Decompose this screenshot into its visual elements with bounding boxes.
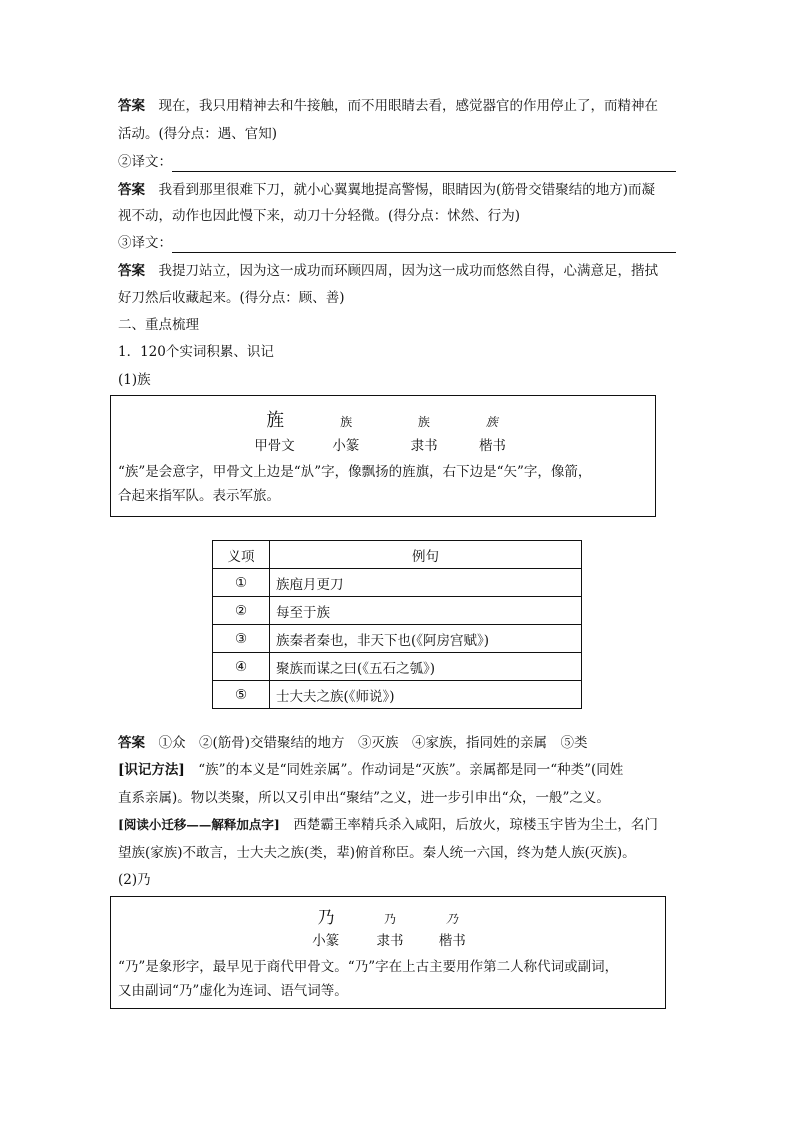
reading-transfer: [阅读小迁移——解释加点字] 西楚霸王率精兵杀入咸阳，后放火，琼楼玉宇皆为尘土，名门	[118, 817, 658, 833]
reading-transfer-line-2: 望族(家族)不敢言，士大夫之族(类，辈)俯首称臣。秦人统一六国，终为楚人族(灭族)。	[118, 845, 636, 861]
table-header-row	[213, 541, 582, 569]
regular-glyph: 乃	[445, 912, 458, 926]
glyph-label: 楷书	[478, 438, 506, 454]
glyph-label: 隶书	[410, 438, 438, 454]
section-title: 二、重点梳理	[118, 317, 199, 333]
table-row: ④ 聚族而谋之曰(《五石之瓠》)	[213, 653, 582, 681]
glyph-description: “族”是会意字，甲骨文上边是“㫃”字，像飘扬的旌旗，右下边是“矢”字，像箭， 合起来指军队。表示军旅。	[118, 464, 592, 504]
clerical-glyph: 族	[417, 415, 430, 429]
glyph-box-nai	[110, 896, 666, 1009]
memory-method: [识记方法] “族”的本义是“同姓亲属”。作动词是“灭族”。亲属都是同一“种类”(同姓	[118, 762, 624, 778]
glyph-label: 隶书	[376, 933, 404, 949]
item1-answer: 答案 ①众 ②(筋骨)交错聚结的地方 ③灭族 ④家族，指同姓的亲属 ⑤类	[118, 735, 588, 751]
answer-3-line-2: 好刀然后收藏起来。(得分点：顾、善)	[118, 290, 345, 306]
answer-1-line-2: 活动。(得分点：遇、官知)	[118, 126, 278, 142]
column-header: 例句	[270, 541, 582, 569]
translation-prompt-3: ③译文：	[118, 233, 680, 253]
glyph-images	[111, 903, 665, 928]
answer-2-line-1: 答案 我看到那里很难下刀，就小心翼翼地提高警惕，眼睛因为(筋骨交错聚结的地方)而凝	[118, 182, 656, 198]
answer-3-line-1: 答案 我提刀站立，因为这一成功而环顾四周，因为这一成功而悠然自得，心满意足，揩拭	[118, 263, 658, 279]
answer-1-line-1: 答案 现在，我只用精神去和牛接触，而不用眼睛去看，感觉器官的作用停止了，而精神在	[118, 98, 658, 114]
glyph-box-zu	[110, 395, 656, 517]
blank-line[interactable]	[172, 238, 676, 253]
table-row: ③ 族秦者秦也，非天下也(《阿房宫赋》)	[213, 625, 582, 653]
subsection-title: 1．120个实词积累、识记	[118, 344, 274, 360]
blank-line[interactable]	[172, 157, 676, 172]
oracle-glyph: 旌	[266, 410, 285, 431]
regular-glyph: 族	[485, 415, 498, 429]
table-row: ⑤ 士大夫之族(《师说》)	[213, 681, 582, 709]
item-heading-zu: (1)族	[118, 372, 151, 388]
glyph-label: 小篆	[332, 438, 360, 454]
translation-prompt-2: ②译文：	[118, 152, 680, 172]
meanings-table	[212, 540, 582, 709]
answer-label: 答案	[118, 263, 145, 279]
table-row: ① 族庖月更刀	[213, 569, 582, 597]
seal-glyph: 族	[340, 415, 353, 429]
glyph-labels	[111, 434, 655, 454]
glyph-labels	[111, 929, 665, 949]
memory-method-line-2: 直系亲属)。物以类聚，所以又引申出“聚结”之义，进一步引申出“众，一般”之义。	[118, 790, 610, 806]
answer-2-line-2: 视不动，动作也因此慢下来，动刀十分轻微。(得分点：怵然、行为)	[118, 208, 521, 224]
glyph-label: 甲骨文	[254, 438, 295, 454]
table-row: ② 每至于族	[213, 597, 582, 625]
glyph-label: 楷书	[438, 933, 466, 949]
item-heading-nai: (2)乃	[118, 872, 151, 888]
glyph-label: 小篆	[312, 933, 340, 949]
column-header: 义项	[213, 541, 270, 569]
glyph-images	[111, 406, 655, 432]
glyph-description: “乃”是象形字，最早见于商代甲骨文。“乃”字在上古主要用作第二人称代词或副词， 又由副词“乃”虚化为连词、语气词等。	[118, 959, 619, 999]
answer-label: 答案	[118, 182, 145, 198]
clerical-glyph: 乃	[383, 912, 396, 926]
seal-glyph: 乃	[317, 908, 335, 928]
answer-label: 答案	[118, 98, 145, 114]
